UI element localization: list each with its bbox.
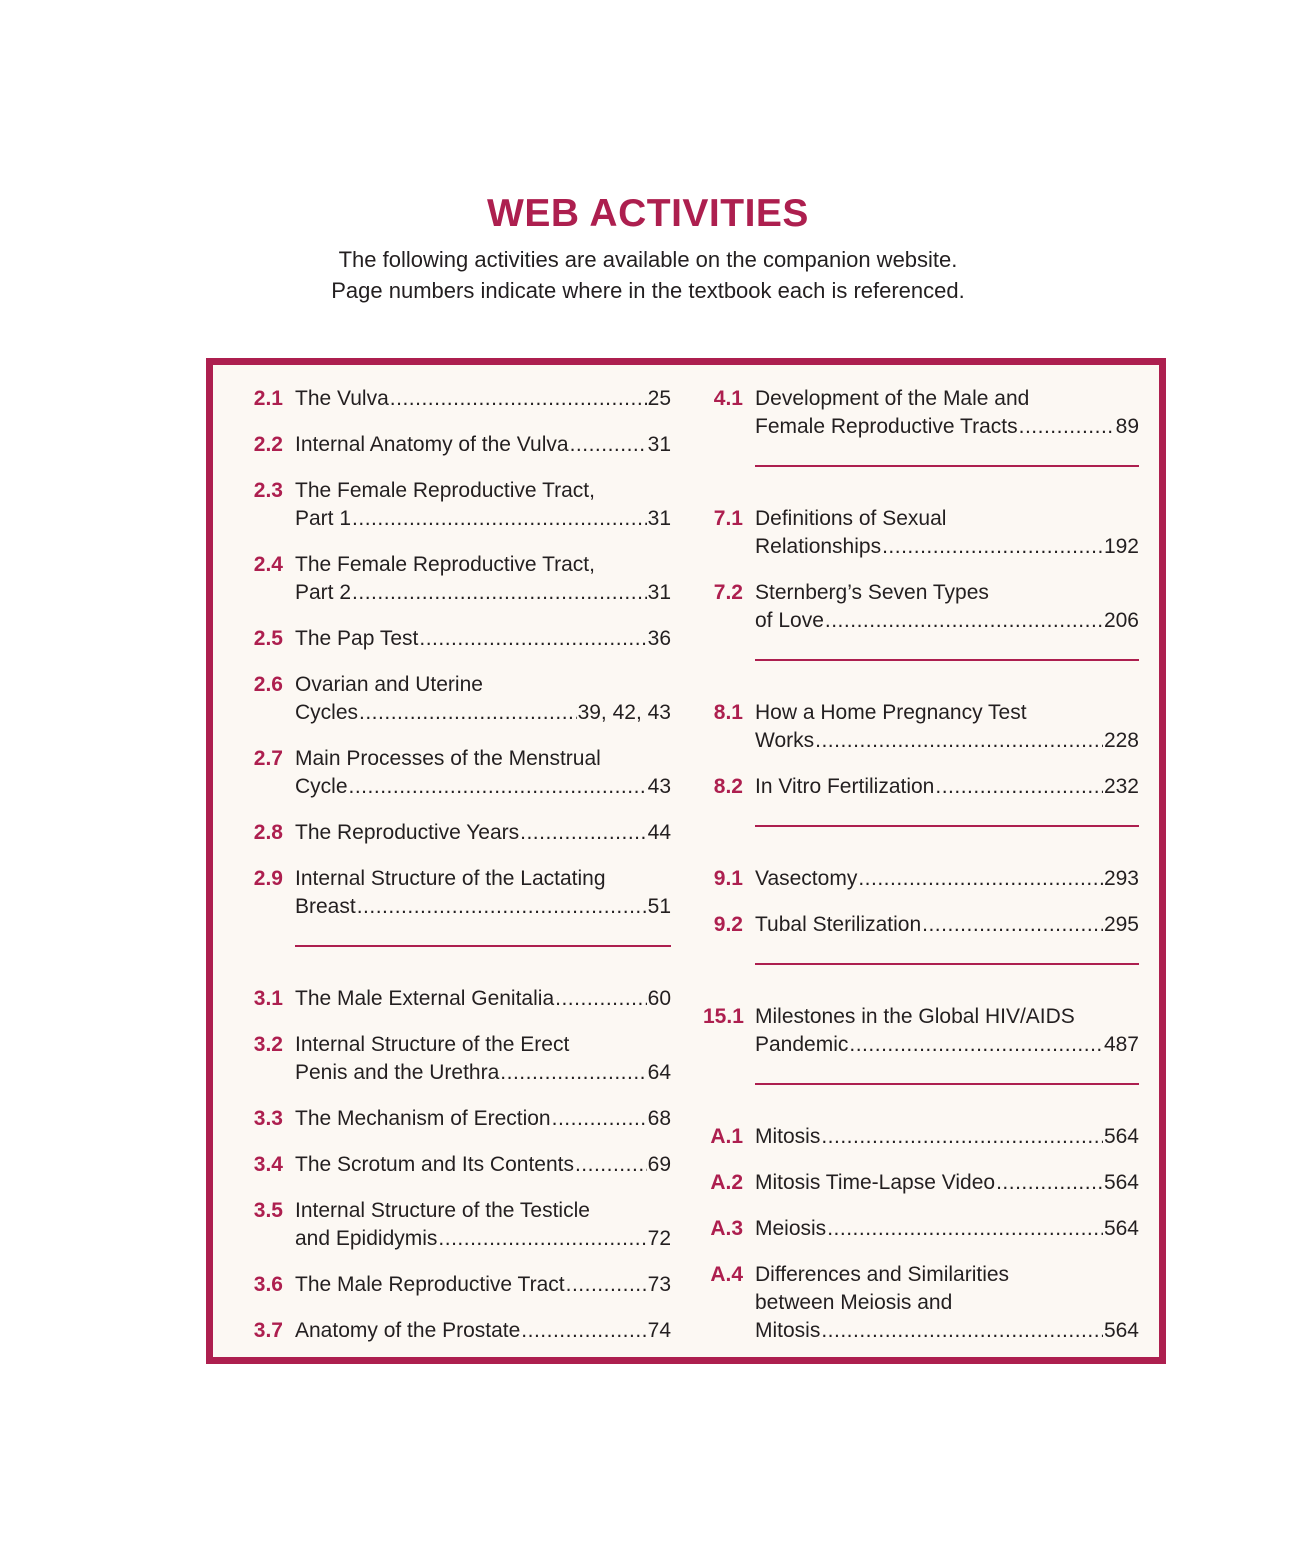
activity-title: Tubal Sterilization	[755, 913, 922, 936]
activity-number: 3.6	[253, 1273, 283, 1296]
page-reference: 206	[1103, 609, 1139, 632]
activity-title: Milestones in the Global HIV/AIDS	[755, 1005, 1075, 1028]
activity-title-cont: Cycles	[295, 701, 359, 724]
activity-number: 7.2	[713, 581, 743, 604]
activity-title: Meiosis	[755, 1217, 827, 1240]
section-divider	[755, 465, 1139, 467]
page-reference: 36	[647, 627, 671, 650]
section-divider	[755, 659, 1139, 661]
activity-number: A.3	[710, 1217, 743, 1240]
activity-title: The Vulva	[295, 387, 389, 410]
page-reference: 564	[1103, 1217, 1139, 1240]
activity-title-cont: of Love	[755, 609, 824, 632]
page-reference: 295	[1103, 913, 1139, 936]
activity-number: 2.9	[253, 867, 283, 890]
activity-number: 2.3	[253, 479, 283, 502]
activity-number: A.4	[710, 1263, 743, 1286]
intro-line-2: Page numbers indicate where in the textbook each is referenced.	[331, 278, 965, 303]
activity-title-cont: Female Reproductive Tracts	[755, 415, 1018, 438]
activity-title: Mitosis Time-Lapse Video	[755, 1171, 996, 1194]
page-reference: 31	[647, 433, 671, 456]
section-divider	[755, 1083, 1139, 1085]
page-reference: 68	[647, 1107, 671, 1130]
activity-number: 2.1	[253, 387, 283, 410]
activity-title-cont: and Epididymis	[295, 1227, 438, 1250]
activity-title-cont: Breast	[295, 895, 356, 918]
page-reference: 39, 42, 43	[577, 701, 671, 724]
page-reference: 31	[647, 507, 671, 530]
activity-title-cont: between Meiosis and	[755, 1291, 953, 1314]
activity-number: A.2	[710, 1171, 743, 1194]
activity-title: How a Home Pregnancy Test	[755, 701, 1027, 724]
page-reference: 44	[647, 821, 671, 844]
activity-title-cont: Part 1	[295, 507, 352, 530]
activity-title-cont: Penis and the Urethra	[295, 1061, 500, 1084]
activity-number: 8.1	[713, 701, 743, 724]
section-divider	[755, 825, 1139, 827]
activity-title-cont: Mitosis	[755, 1319, 821, 1342]
section-divider	[755, 963, 1139, 965]
activity-title: The Scrotum and Its Contents	[295, 1153, 574, 1176]
page-reference: 60	[647, 987, 671, 1010]
page-reference: 73	[647, 1273, 671, 1296]
activity-title: Ovarian and Uterine	[295, 673, 483, 696]
page-reference: 89	[1115, 415, 1139, 438]
page-reference: 43	[647, 775, 671, 798]
activity-title-cont: Works	[755, 729, 815, 752]
activity-title-cont: Pandemic	[755, 1033, 849, 1056]
page-title: WEB ACTIVITIES	[487, 192, 809, 235]
activity-number: A.1	[710, 1125, 743, 1148]
activity-title: The Female Reproductive Tract,	[295, 479, 595, 502]
activity-number: 8.2	[713, 775, 743, 798]
page-reference: 228	[1103, 729, 1139, 752]
page-reference: 51	[647, 895, 671, 918]
intro-line-1: The following activities are available on the companion website.	[338, 247, 958, 272]
activity-title: The Reproductive Years	[295, 821, 520, 844]
page-reference: 72	[647, 1227, 671, 1250]
activity-number: 4.1	[713, 387, 743, 410]
activity-number: 2.6	[253, 673, 283, 696]
activity-title-cont: Relationships	[755, 535, 882, 558]
activity-title: Development of the Male and	[755, 387, 1030, 410]
activity-title: The Female Reproductive Tract,	[295, 553, 595, 576]
activity-title: Anatomy of the Prostate	[295, 1319, 521, 1342]
section-divider	[295, 945, 671, 947]
activity-number: 7.1	[713, 507, 743, 530]
activity-title: Definitions of Sexual	[755, 507, 947, 530]
activity-title-cont: Part 2	[295, 581, 352, 604]
activity-number: 2.8	[253, 821, 283, 844]
page-reference: 564	[1103, 1171, 1139, 1194]
activity-title: The Mechanism of Erection	[295, 1107, 551, 1130]
page-reference: 25	[647, 387, 671, 410]
activity-number: 9.2	[713, 913, 743, 936]
activity-number: 15.1	[703, 1005, 744, 1028]
activity-title: Main Processes of the Menstrual	[295, 747, 601, 770]
activity-number: 3.7	[253, 1319, 283, 1342]
activity-number: 3.1	[253, 987, 283, 1010]
page-reference: 31	[647, 581, 671, 604]
activity-number: 2.4	[253, 553, 283, 576]
page-reference: 192	[1103, 535, 1139, 558]
page-reference: 232	[1103, 775, 1139, 798]
activity-number: 3.4	[253, 1153, 283, 1176]
intro-text	[0, 244, 1296, 306]
activity-title: Vasectomy	[755, 867, 858, 890]
activity-title: Internal Structure of the Testicle	[295, 1199, 590, 1222]
page-reference: 487	[1103, 1033, 1139, 1056]
activity-title: Mitosis	[755, 1125, 821, 1148]
activity-title: Internal Structure of the Lactating	[295, 867, 606, 890]
activity-title: The Male External Genitalia	[295, 987, 555, 1010]
activity-title: Internal Anatomy of the Vulva	[295, 433, 569, 456]
activity-title: The Male Reproductive Tract	[295, 1273, 565, 1296]
page-reference: 64	[647, 1061, 671, 1084]
activity-number: 3.5	[253, 1199, 283, 1222]
activity-number: 3.3	[253, 1107, 283, 1130]
activity-title: Internal Structure of the Erect	[295, 1033, 570, 1056]
page-reference: 69	[647, 1153, 671, 1176]
activity-title: The Pap Test	[295, 627, 419, 650]
activity-number: 3.2	[253, 1033, 283, 1056]
activity-title: Differences and Similarities	[755, 1263, 1010, 1286]
activity-number: 9.1	[713, 867, 743, 890]
activities-box	[206, 358, 1166, 1364]
activity-number: 2.2	[253, 433, 283, 456]
activity-title-cont: Cycle	[295, 775, 348, 798]
page-reference: 74	[647, 1319, 671, 1342]
activity-number: 2.7	[253, 747, 283, 770]
page-reference: 564	[1103, 1125, 1139, 1148]
page-reference: 293	[1103, 867, 1139, 890]
activity-number: 2.5	[253, 627, 283, 650]
activity-title: In Vitro Fertilization	[755, 775, 935, 798]
activity-title: Sternberg’s Seven Types	[755, 581, 989, 604]
page-reference: 564	[1103, 1319, 1139, 1342]
